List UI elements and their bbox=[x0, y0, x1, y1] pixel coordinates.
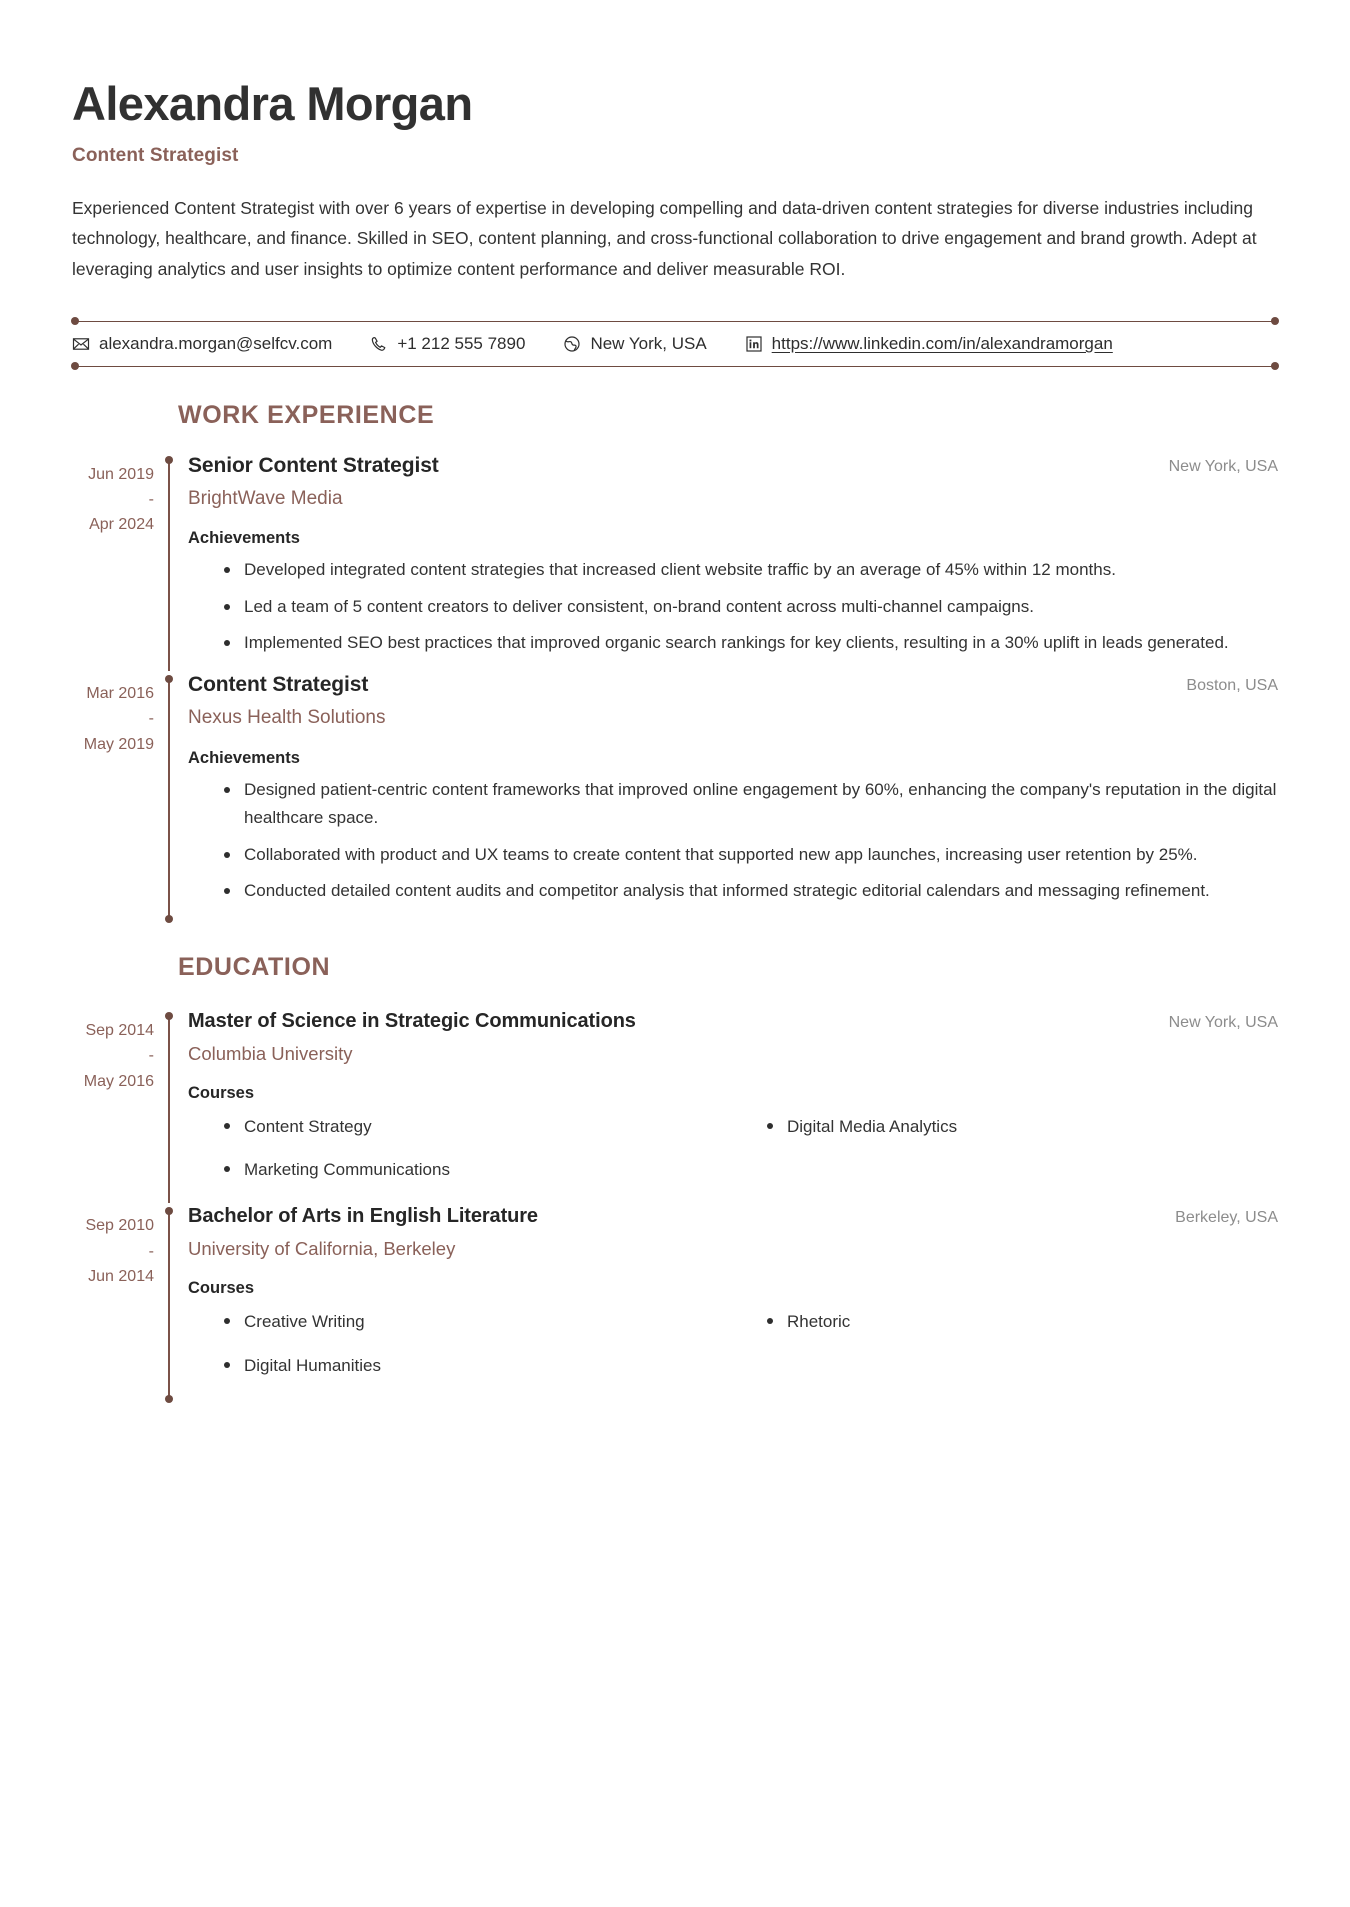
education-entry-headrow bbox=[188, 1008, 1278, 1034]
list-item: Rhetoric bbox=[765, 1308, 1278, 1335]
phone-icon bbox=[370, 335, 388, 353]
contact-phone[interactable] bbox=[370, 335, 525, 353]
contact-linkedin[interactable] bbox=[745, 335, 1113, 353]
contact-location-text: New York, USA bbox=[590, 334, 707, 353]
contact-email-text: alexandra.morgan@selfcv.com bbox=[99, 334, 333, 353]
work-entry-location: Boston, USA bbox=[1186, 677, 1278, 695]
timeline-line bbox=[168, 1211, 170, 1398]
work-entry-achievements-label: Achievements bbox=[188, 749, 300, 768]
contact-phone-text: +1 212 555 7890 bbox=[397, 334, 526, 353]
education-entry-dates bbox=[72, 1008, 168, 1203]
education-entry-degree: Master of Science in Strategic Communications bbox=[188, 1010, 636, 1032]
globe-icon bbox=[563, 335, 581, 353]
work-entry-body bbox=[170, 452, 1278, 672]
date-start: Sep 2010 bbox=[85, 1217, 154, 1235]
work-entry bbox=[72, 452, 1278, 672]
section-title-education: EDUCATION bbox=[178, 953, 331, 981]
work-entry-title: Content Strategist bbox=[188, 673, 369, 697]
contact-rule-bottom bbox=[72, 366, 1278, 367]
education-entry-courses bbox=[188, 1113, 1278, 1183]
work-entry-headrow bbox=[188, 452, 1278, 479]
date-start: Sep 2014 bbox=[85, 1022, 154, 1039]
list-item: Developed integrated content strategies that increased client website traffic by an average of 45% within 12 months. bbox=[222, 556, 1278, 584]
contact-location bbox=[563, 335, 706, 353]
list-item: Implemented SEO best practices that improved organic search rankings for key clients, resulting in a 30% uplift in leads generated. bbox=[222, 629, 1278, 657]
education-entry-location: Berkeley, USA bbox=[1175, 1209, 1278, 1227]
section-work-experience bbox=[72, 401, 1278, 920]
contact-linkedin-link[interactable]: https://www.linkedin.com/in/alexandramorgan bbox=[771, 334, 1113, 353]
education-entry-headrow bbox=[188, 1203, 1278, 1229]
contact-rule-top bbox=[72, 321, 1278, 322]
date-dash: - bbox=[148, 490, 154, 508]
timeline-line bbox=[168, 679, 170, 919]
work-entry-company: BrightWave Media bbox=[188, 487, 343, 509]
education-entry-degree: Bachelor of Arts in English Literature bbox=[188, 1205, 538, 1228]
education-entry-courses-label: Courses bbox=[188, 1084, 255, 1103]
timeline-line bbox=[168, 460, 170, 672]
date-end: Apr 2024 bbox=[89, 516, 154, 534]
list-item: Designed patient-centric content frameworks that improved online engagement by 60%, enhancing the company's reputation in the digital healthcare space. bbox=[222, 776, 1278, 832]
date-end: Jun 2014 bbox=[88, 1267, 154, 1285]
list-item: Creative Writing bbox=[222, 1308, 735, 1335]
date-dash: - bbox=[148, 710, 154, 728]
date-dash: - bbox=[148, 1242, 154, 1260]
contact-bar bbox=[72, 321, 1278, 367]
contact-row bbox=[72, 322, 1278, 366]
work-entry bbox=[72, 671, 1278, 919]
work-entry-achievements bbox=[188, 776, 1278, 905]
section-education bbox=[72, 953, 1278, 1399]
education-entry-courses bbox=[188, 1308, 1278, 1378]
list-item: Collaborated with product and UX teams to create content that supported new app launches, increasing user retention by 25%. bbox=[222, 841, 1278, 869]
education-entry-courses-label: Courses bbox=[188, 1279, 255, 1298]
timeline-line bbox=[168, 1016, 170, 1203]
date-end: May 2019 bbox=[83, 735, 154, 753]
page-title: Alexandra Morgan bbox=[72, 77, 473, 130]
education-entry-location: New York, USA bbox=[1168, 1014, 1278, 1031]
work-entry-achievements-label: Achievements bbox=[188, 529, 300, 548]
list-item: Led a team of 5 content creators to deliver consistent, on-brand content across multi-channel campaigns. bbox=[222, 593, 1278, 621]
list-item: Marketing Communications bbox=[222, 1156, 735, 1183]
list-item: Digital Media Analytics bbox=[765, 1113, 1278, 1140]
resume-header bbox=[72, 78, 1278, 285]
education-entry-school: University of California, Berkeley bbox=[188, 1238, 456, 1260]
list-item: Content Strategy bbox=[222, 1113, 735, 1140]
work-entry-dates bbox=[72, 452, 168, 672]
work-entry-dates bbox=[72, 671, 168, 919]
education-entry-dates bbox=[72, 1203, 168, 1398]
list-item: Conducted detailed content audits and competitor analysis that informed strategic editorial calendars and messaging refinement. bbox=[222, 877, 1278, 905]
contact-email[interactable] bbox=[72, 335, 332, 353]
section-title-work-experience: WORK EXPERIENCE bbox=[178, 400, 435, 429]
date-dash: - bbox=[148, 1047, 154, 1065]
envelope-icon bbox=[72, 335, 90, 353]
linkedin-icon bbox=[745, 335, 763, 353]
education-entry bbox=[72, 1203, 1278, 1398]
date-start: Mar 2016 bbox=[86, 685, 154, 703]
list-item: Digital Humanities bbox=[222, 1352, 735, 1379]
education-entry bbox=[72, 1008, 1278, 1203]
date-start: Jun 2019 bbox=[88, 465, 154, 483]
work-entry-company: Nexus Health Solutions bbox=[188, 707, 386, 729]
education-entry-school: Columbia University bbox=[188, 1043, 353, 1064]
work-entry-body bbox=[170, 671, 1278, 919]
date-end: May 2016 bbox=[83, 1072, 154, 1090]
work-entry-headrow bbox=[188, 671, 1278, 698]
education-entry-body bbox=[170, 1203, 1278, 1398]
work-entry-title: Senior Content Strategist bbox=[188, 453, 439, 477]
education-entry-body bbox=[170, 1008, 1278, 1203]
work-entry-location: New York, USA bbox=[1168, 457, 1278, 475]
professional-summary: Experienced Content Strategist with over 6 years of expertise in developing compelling and data-driven content strategies for diverse industries including technology, healthcare, and finance. Skilled in SEO, content planning, and cross-functional collaboration to drive engagement and brand growth. Adept at leveraging analytics and user insights to optimize content performance and deliver measurable ROI. bbox=[72, 197, 1257, 279]
work-entry-achievements bbox=[188, 556, 1278, 657]
job-title-subtitle: Content Strategist bbox=[72, 144, 239, 166]
